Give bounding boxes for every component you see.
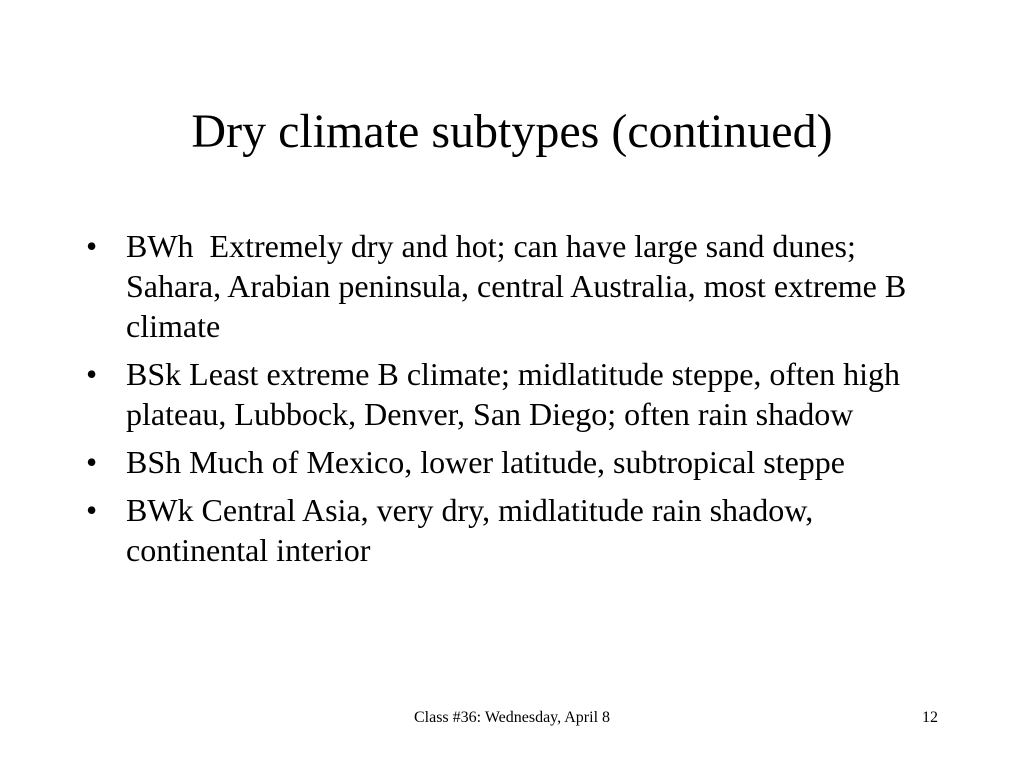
bullet-text: BSh Much of Mexico, lower latitude, subtropical steppe	[126, 444, 845, 480]
bullet-dot-icon: •	[86, 444, 98, 480]
bullet-text: BWh Extremely dry and hot; can have large sand dunes; Sahara, Arabian peninsula, central Australia, most extreme B climate	[126, 228, 915, 344]
bullet-text: BWk Central Asia, very dry, midlatitude rain shadow, continental interior	[126, 492, 814, 568]
bullet-list	[84, 226, 944, 578]
bullet-dot-icon: •	[86, 356, 98, 392]
bullet-item	[84, 442, 944, 482]
bullet-dot-icon: •	[86, 492, 98, 528]
bullet-item	[84, 226, 944, 346]
footer-caption: Class #36: Wednesday, April 8	[413, 709, 611, 726]
bullet-item	[84, 354, 944, 434]
bullet-dot-icon: •	[86, 228, 98, 264]
page-number: 12	[922, 709, 938, 726]
bullet-text: BSk Least extreme B climate; midlatitude steppe, often high plateau, Lubbock, Denver, San Diego; often rain shadow	[126, 356, 901, 432]
slide-title: Dry climate subtypes (continued)	[191, 105, 833, 158]
bullet-item	[84, 490, 944, 570]
